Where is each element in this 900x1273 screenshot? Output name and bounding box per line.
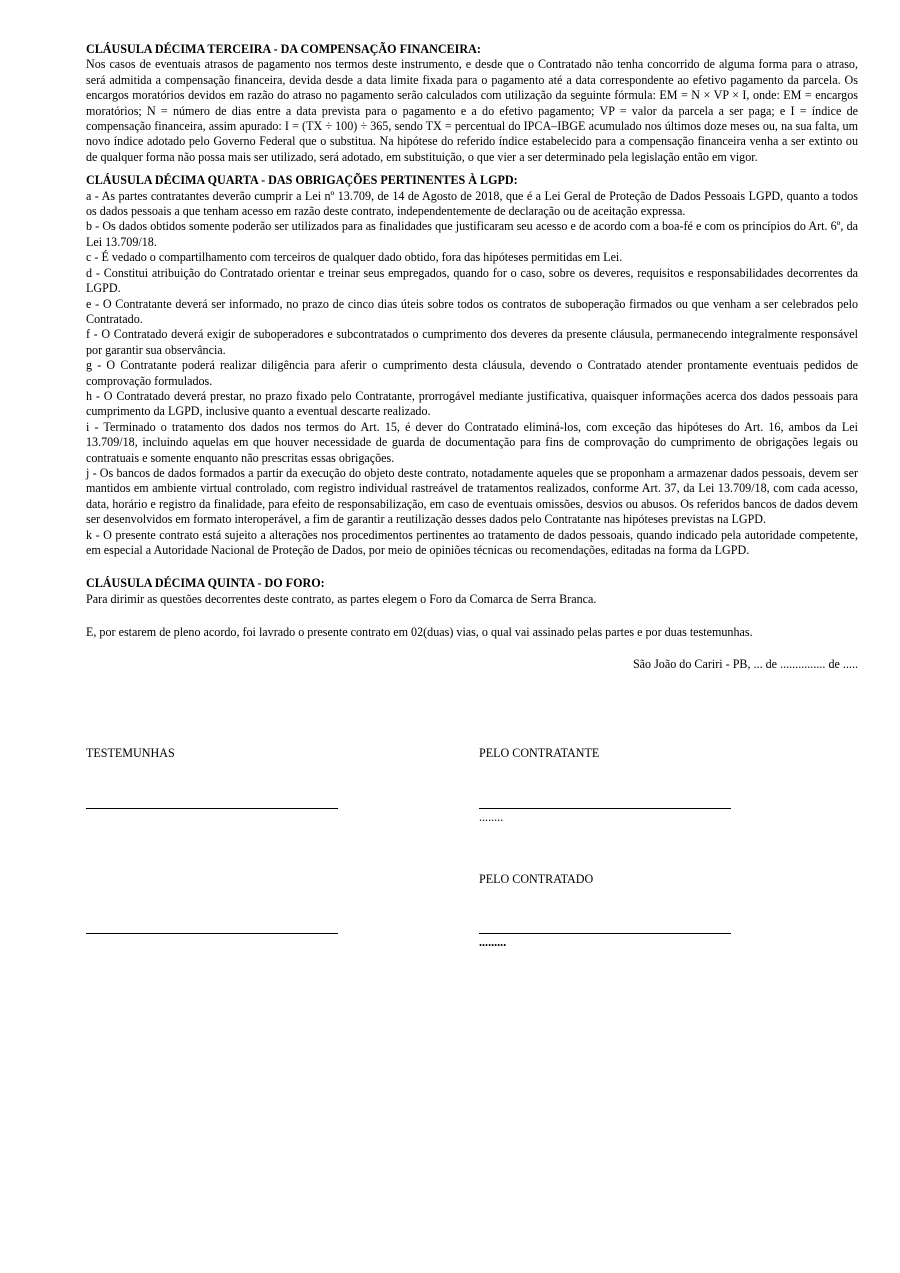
contratante-name: ........	[479, 810, 504, 824]
contratado-signature-line	[479, 933, 731, 934]
clause-14-item-i: i - Terminado o tratamento dos dados nos termos do Art. 15, é dever do Contratado eliminá-los, com exceção das hipóteses do Art. 16, ambos da Lei 13.709/18, incluindo aquelas em que houver necessidade de guarda de documentação para fins de comprovação do cumprimento de obrigações legais ou contratuais e somente enquanto não prescritas essas obrigações.	[86, 419, 858, 465]
clause-14-item-h: h - O Contratado deverá prestar, no prazo fixado pelo Contratante, prorrogável mediante justificativa, quaisquer informações acerca dos dados pessoais para cumprimento da LGPD, inclusive quanto a eventual descarte realizado.	[86, 388, 858, 419]
clause-14-item-d: d - Constitui atribuição do Contratado orientar e treinar seus empregados, quando for o caso, sobre os deveres, requisitos e responsabilidades decorrentes da LGPD.	[86, 265, 858, 296]
clause-15-body: Para dirimir as questões decorrentes deste contrato, as partes elegem o Foro da Comarca de Serra Branca.	[86, 591, 597, 606]
clause-14-item-f: f - O Contratado deverá exigir de suboperadores e subcontratados o cumprimento dos deveres da presente cláusula, permanecendo integralmente responsável por garantir sua observância.	[86, 327, 858, 357]
contratante-signature-line	[479, 808, 731, 809]
clause-14-item-e: e - O Contratante deverá ser informado, no prazo de cinco dias úteis sobre todos os contratos de suboperação firmados ou que venham a ser celebrados pelo Contratado.	[86, 296, 858, 326]
contratado-name: .........	[479, 935, 507, 949]
clause-13-heading: CLÁUSULA DÉCIMA TERCEIRA - DA COMPENSAÇÃO FINANCEIRA:	[86, 42, 481, 56]
witness-2-signature-line	[86, 933, 338, 934]
signature-area	[86, 746, 858, 966]
witness-1-signature-line	[86, 808, 338, 809]
clause-14-item-k: k - O presente contrato está sujeito a alterações nos procedimentos pertinentes ao tratamento de dados pessoais, quando indicado pela autoridade competente, em especial a Autoridade Nacional de Proteção de Dados, por meio de opiniões técnicas ou recomendações, editadas na forma da LGPD.	[86, 527, 858, 557]
clause-15-heading: CLÁUSULA DÉCIMA QUINTA - DO FORO:	[86, 576, 325, 591]
contratante-label: PELO CONTRATANTE	[479, 746, 600, 760]
clause-14-item-j: j - Os bancos de dados formados a partir da execução do objeto deste contrato, notadamente aqueles que se proponham a armazenar dados pessoais, devem ser mantidos em ambiente virtual controlado, com registro individual rastreável de tratamentos realizados, conforme Art. 37, da Lei 13.709/18, com cada acesso, data, horário e registro da finalidade, para efeito de responsabilização, em caso de eventuais omissões, desvios ou abusos. Os referidos bancos de dados devem ser desenvolvidos em formato interoperável, a fim de garantir a reutilização desses dados pelo Contratante nas hipóteses previstas na LGPD.	[86, 465, 858, 527]
contratado-label: PELO CONTRATADO	[479, 872, 594, 886]
clause-14-item-a: a - As partes contratantes deverão cumprir a Lei nº 13.709, de 14 de Agosto de 2018, que é a Lei Geral de Proteção de Dados Pessoais LGPD, quanto a todos os dados pessoais a que tenham acesso em razão deste contrato, independentemente de declaração ou de aceitação expressa.	[86, 188, 858, 219]
place-date: São João do Cariri - PB, ... de ............... de .....	[632, 656, 858, 671]
clause-14-item-b: b - Os dados obtidos somente poderão ser utilizados para as finalidades que justificaram seu acesso e de acordo com a boa-fé e com os princípios do Art. 6º, da Lei 13.709/18.	[86, 219, 858, 249]
clause-14-heading: CLÁUSULA DÉCIMA QUARTA - DAS OBRIGAÇÕES PERTINENTES À LGPD:	[86, 173, 518, 188]
witnesses-label: TESTEMUNHAS	[86, 746, 175, 760]
clause-14-item-c: c - É vedado o compartilhamento com terceiros de qualquer dado obtido, fora das hipóteses permitidas em Lei.	[86, 250, 623, 265]
clause-13-body: Nos casos de eventuais atrasos de pagamento nos termos deste instrumento, e desde que o Contratado não tenha concorrido de alguma forma para o atraso, será admitida a compensação financeira, devida desde a data limite fixada para o pagamento até a data correspondente ao efetivo pagamento da parcela. Os encargos moratórios devidos em razão do atraso no pagamento serão calculados com utilização da seguinte fórmula: EM = N × VP × I, onde: EM = encargos moratórios; N = número de dias entre a data prevista para o pagamento e a do efetivo pagamento; VP = valor da parcela a ser paga; e I = índice de compensação financeira, assim apurado: I = (TX ÷ 100) ÷ 365, sendo TX = percentual do IPCA–IBGE acumulado nos últimos doze meses ou, na sua falta, um novo índice adotado pelo Governo Federal que o substitua. Na hipótese do referido índice estabelecido para a compensação financeira venha a ser extinto ou de qualquer forma não possa mais ser utilizado, será adotado, em substituição, o que vier a ser determinado pela legislação então em vigor.	[86, 57, 858, 164]
clause-14-item-g: g - O Contratante poderá realizar diligência para aferir o cumprimento desta cláusula, devendo o Contratado atender prontamente eventuais pedidos de comprovação formulados.	[86, 358, 858, 388]
closing-statement: E, por estarem de pleno acordo, foi lavrado o presente contrato em 02(duas) vias, o qual vai assinado pelas partes e por duas testemunhas.	[86, 625, 753, 640]
contract-page	[86, 42, 858, 672]
